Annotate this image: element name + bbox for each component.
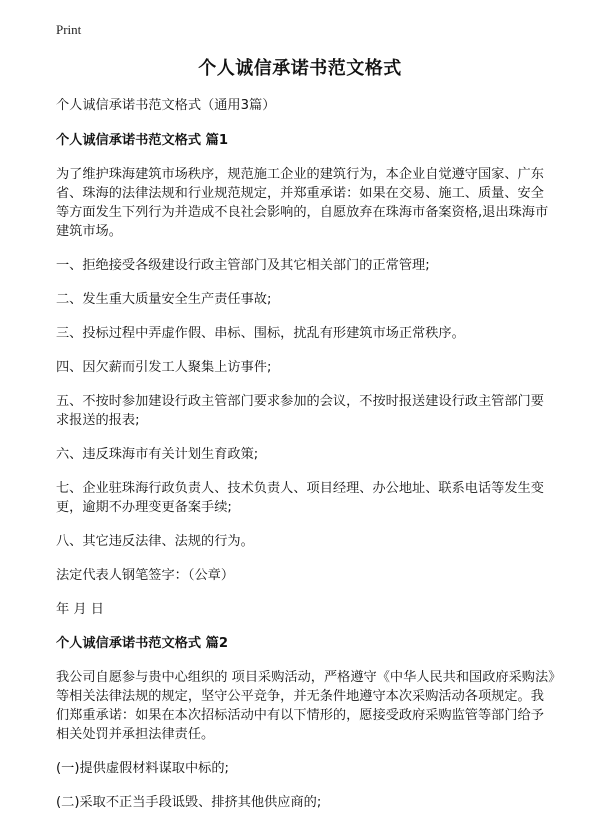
section-1-item: 八、其它违反法律、法规的行为。: [56, 534, 254, 549]
section-1-item: 六、违反珠海市有关计划生育政策;: [56, 447, 259, 462]
document-body: [56, 96, 556, 827]
section-1-item: 一、拒绝接受各级建设行政主管部门及其它相关部门的正常管理;: [56, 258, 430, 273]
section-1-item: 七、企业驻珠海行政负责人、技术负责人、项目经理、办公地址、联系电话等发生变更，逾期不办理变更备案手续;: [56, 481, 544, 515]
section-2-item: (一)提供虚假材料谋取中标的;: [56, 761, 229, 776]
document-subtitle: 个人诚信承诺书范文格式（通用3篇）: [56, 98, 276, 113]
section-1-intro: 为了维护珠海建筑市场秩序，规范施工企业的建筑行为，本企业自觉遵守国家、广东省、珠海的法律法规和行业规范规定，并郑重承诺：如果在交易、施工、质量、安全等方面发生下列行为并造成不良社会影响的，自愿放弃在珠海市备案资格,退出珠海市建筑市场。: [56, 167, 549, 239]
section-1-item: 五、不按时参加建设行政主管部门要求参加的会议，不按时报送建设行政主管部门要求报送的报表;: [56, 394, 544, 428]
section-heading-1: 个人诚信承诺书范文格式 篇1: [56, 133, 229, 148]
date-line: 年 月 日: [56, 602, 104, 617]
section-1-item: 二、发生重大质量安全生产责任事故;: [56, 292, 272, 307]
section-1-item: 三、投标过程中弄虚作假、串标、围标，扰乱有形建筑市场正常秩序。: [56, 326, 465, 341]
section-1-item: 四、因欠薪而引发工人聚集上访事件;: [56, 360, 272, 375]
document-title: 个人诚信承诺书范文格式: [198, 58, 402, 79]
section-heading-2: 个人诚信承诺书范文格式 篇2: [56, 636, 229, 651]
section-2-item: (二)采取不正当手段诋毁、排挤其他供应商的;: [56, 795, 322, 810]
print-link[interactable]: Print: [56, 22, 82, 37]
signature-line: 法定代表人钢笔签字：（公章）: [56, 568, 235, 583]
section-2-intro: 我公司自愿参与贵中心组织的 项目采购活动，严格遵守《中华人民共和国政府采购法》等相关法律法规的规定，坚守公平竞争，并无条件地遵守本次采购活动各项规定。我们郑重承诺：如果在本次招标活动中有以下情形的，愿接受政府采购监管等部门给予相关处罚并承担法律责任。: [56, 670, 555, 742]
